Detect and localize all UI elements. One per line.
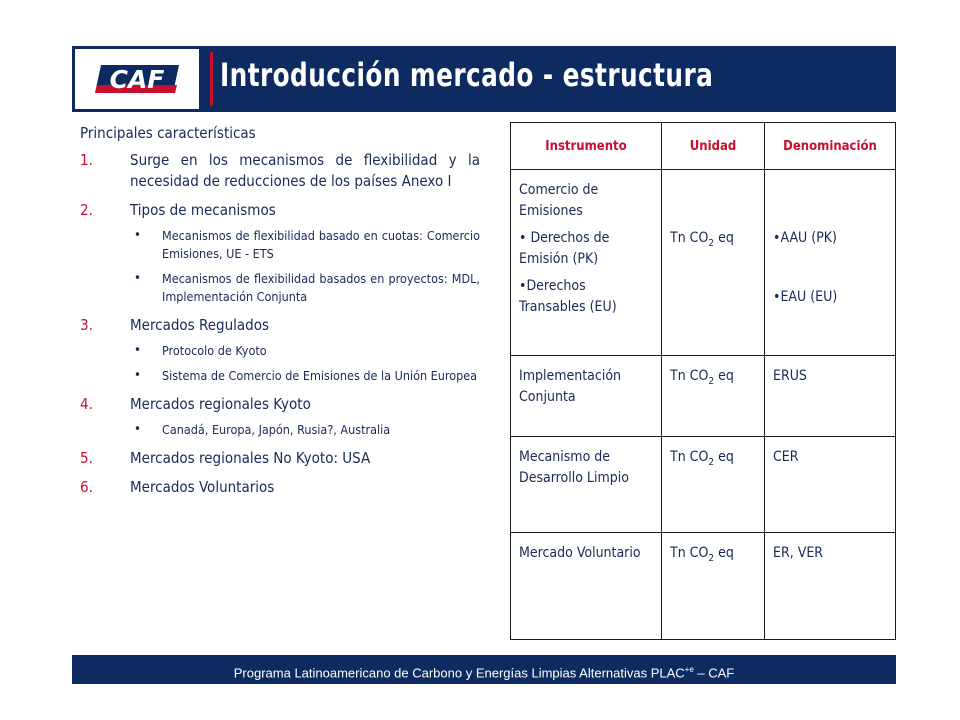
header-instrumento: Instrumento (511, 123, 662, 170)
instrument-name: Comercio de Emisiones (519, 182, 599, 219)
title-area (202, 46, 896, 112)
unit-cell: Tn $CO_2$ eq (662, 437, 765, 533)
footer-text: Programa Latinoamericano de Carbono y Energías Limpias Alternativas PLAC (233, 665, 685, 681)
instrument-cell (511, 170, 662, 356)
sub-item-text: Canadá, Europa, Japón, Rusia?, Australia (162, 422, 391, 437)
characteristics-list (80, 124, 480, 506)
sub-item (80, 227, 480, 263)
instrument-cell: Mecanismo de Desarrollo Limpio (511, 437, 662, 533)
table-row (511, 356, 896, 437)
list-item-6 (80, 477, 480, 498)
unit-cell: Tn $CO_2$ eq (662, 170, 765, 356)
title-accent-bar (210, 52, 213, 106)
item-number: 2. (80, 201, 93, 219)
denomination-cell: CER (765, 437, 896, 533)
sub-item-text: Protocolo de Kyoto (162, 343, 267, 358)
list-item-5 (80, 448, 480, 469)
item-text: Mercados Regulados (130, 316, 269, 334)
table-row (511, 533, 896, 640)
bullet-icon: • (519, 230, 527, 246)
list-item-2 (80, 200, 480, 221)
denomination-bullet: •AAU (PK) (773, 230, 837, 246)
sub-item (80, 367, 480, 385)
item-text: Tipos de mecanismos (130, 201, 276, 219)
bullet-icon: • (773, 230, 781, 246)
caf-logo (72, 46, 202, 112)
item-number: 4. (80, 395, 93, 413)
page-title: Introducción mercado - estructura (220, 56, 714, 94)
item-text: Mercados regionales Kyoto (130, 395, 311, 413)
unit-cell: Tn $CO_2$ eq (662, 533, 765, 640)
instrument-bullet: •Derechos Transables (EU) (519, 278, 617, 315)
sub-item (80, 421, 480, 439)
item-text: Surge en los mecanismos de flexibilidad y la necesidad de reducciones de los países Anexo I (130, 151, 480, 190)
item-text: Mercados Voluntarios (130, 478, 275, 496)
list-item-1 (80, 150, 480, 192)
bullet-icon: • (134, 271, 141, 286)
bullet-icon: • (134, 343, 141, 358)
item-number: 1. (80, 151, 93, 169)
sub-item-text: Sistema de Comercio de Emisiones de la Unión Europea (162, 368, 478, 383)
unit-cell: Tn $CO_2$ eq (662, 356, 765, 437)
footer-bar (72, 655, 896, 684)
item-number: 6. (80, 478, 93, 496)
logo-text: CAF (109, 65, 165, 94)
instrument-bullet: • Derechos de Emisión (PK) (519, 230, 610, 267)
bullet-icon: • (773, 289, 781, 305)
header-bar (72, 46, 896, 112)
list-item-4 (80, 394, 480, 415)
item-number: 5. (80, 449, 93, 467)
table-row (511, 170, 896, 356)
denomination-bullet: •EAU (EU) (773, 289, 838, 305)
instruments-table (510, 122, 896, 640)
instrument-cell: Implementación Conjunta (511, 356, 662, 437)
bullet-icon: • (519, 278, 527, 294)
item-number: 3. (80, 316, 93, 334)
bullet-icon: • (134, 228, 141, 243)
instrument-cell: Mercado Voluntario (511, 533, 662, 640)
caf-logo-icon (91, 61, 183, 97)
denomination-cell: ER, VER (765, 533, 896, 640)
bullet-icon: • (134, 368, 141, 383)
header-unidad: Unidad (662, 123, 765, 170)
footer-suffix: – CAF (693, 665, 735, 681)
bullet-icon: • (134, 422, 141, 437)
header-denominacion: Denominación (765, 123, 896, 170)
table-header-row (511, 123, 896, 170)
table-row (511, 437, 896, 533)
sub-item-text: Mecanismos de flexibilidad basados en proyectos: MDL, Implementación Conjunta (162, 271, 480, 304)
sub-item (80, 270, 480, 306)
sub-item-text: Mecanismos de flexibilidad basado en cuotas: Comercio Emisiones, UE - ETS (162, 228, 480, 261)
footer-superscript: +e (684, 665, 694, 674)
denomination-cell (765, 170, 896, 356)
characteristics-heading: Principales características (80, 124, 256, 142)
sub-item (80, 342, 480, 360)
list-item-3 (80, 315, 480, 336)
item-text: Mercados regionales No Kyoto: USA (130, 449, 371, 467)
denomination-cell: ERUS (765, 356, 896, 437)
